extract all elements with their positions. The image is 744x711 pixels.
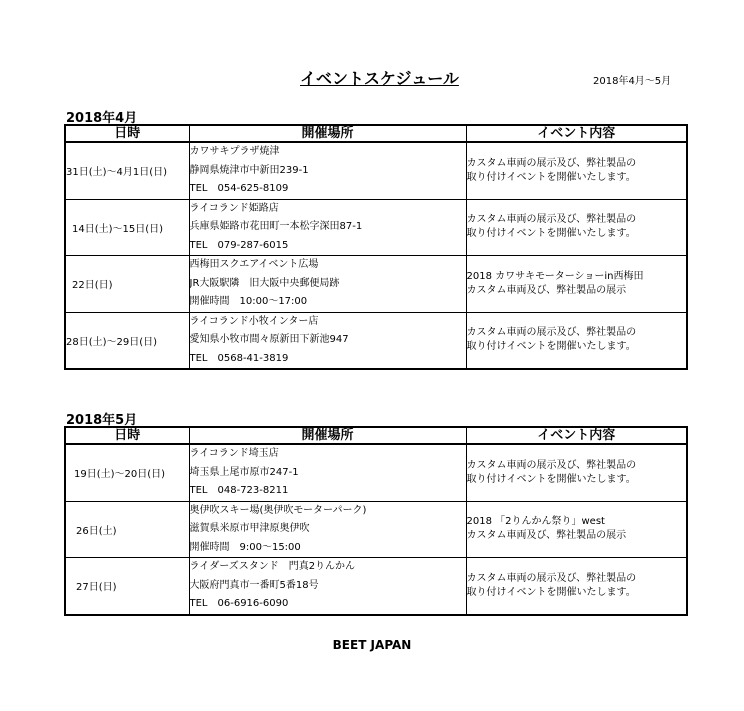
table-header-row bbox=[65, 427, 687, 444]
venue-name: ライコランド埼玉店 bbox=[189, 448, 279, 459]
venue-address: JR大阪駅隣 旧大阪中央郵便局跡 bbox=[189, 277, 340, 289]
table-row bbox=[65, 312, 687, 369]
event-line: 2018 カワサキモーターショーin西梅田 bbox=[466, 270, 644, 282]
venue-name: 西梅田スクエアイベント広場 bbox=[189, 259, 319, 270]
event-date: 14日(土)～15日(日) bbox=[65, 199, 189, 256]
event-description bbox=[466, 312, 687, 369]
event-line: カスタム車両及び、弊社製品の展示 bbox=[466, 530, 627, 542]
venue-address: 愛知県小牧市間々原新田下新池947 bbox=[189, 334, 349, 345]
venue-name: 奥伊吹スキー場(奥伊吹モーターパーク) bbox=[189, 504, 367, 516]
table-row bbox=[65, 199, 687, 256]
event-venue bbox=[189, 312, 466, 369]
may-heading: 2018年5月 bbox=[66, 413, 138, 428]
event-line: 取り付けイベントを開催いたします。 bbox=[466, 171, 636, 183]
event-line: 2018 「2りんかん祭り」west bbox=[466, 516, 605, 528]
event-line: 取り付けイベントを開催いたします。 bbox=[466, 341, 636, 353]
event-date: 19日(土)～20日(日) bbox=[65, 444, 189, 501]
event-venue bbox=[189, 501, 466, 558]
event-date: 31日(土)～4月1日(日) bbox=[65, 142, 189, 199]
event-venue bbox=[189, 444, 466, 501]
venue-address: 静岡県焼津市中新田239-1 bbox=[189, 164, 309, 176]
venue-name: ライコランド小牧インター店 bbox=[189, 315, 319, 327]
table-row bbox=[65, 444, 687, 501]
venue-info: TEL 06-6916-6090 bbox=[189, 598, 289, 609]
header-date: 日時 bbox=[65, 427, 189, 444]
event-description bbox=[466, 558, 687, 615]
header-event: イベント内容 bbox=[466, 427, 687, 444]
venue-info: TEL 0568-41-3819 bbox=[189, 352, 289, 364]
event-line: カスタム車両の展示及び、弊社製品の bbox=[466, 459, 637, 471]
venue-info: 開催時間 9:00～15:00 bbox=[189, 541, 301, 553]
venue-address: 滋賀県米原市甲津原奥伊吹 bbox=[189, 523, 310, 534]
event-line: 取り付けイベントを開催いたします。 bbox=[466, 586, 636, 598]
table-row bbox=[65, 256, 687, 313]
header-venue: 開催場所 bbox=[189, 427, 466, 444]
venue-name: ライコランド姫路店 bbox=[189, 202, 279, 214]
event-venue bbox=[189, 256, 466, 313]
venue-address: 兵庫県姫路市花田町一本松字深田87-1 bbox=[189, 221, 363, 232]
header-event: イベント内容 bbox=[466, 125, 687, 142]
event-description bbox=[466, 501, 687, 558]
event-line: 取り付けイベントを開催いたします。 bbox=[466, 228, 636, 240]
table-row bbox=[65, 142, 687, 199]
table-row bbox=[65, 558, 687, 615]
venue-info: TEL 079-287-6015 bbox=[189, 239, 289, 251]
event-line: カスタム車両の展示及び、弊社製品の bbox=[466, 214, 637, 226]
event-date: 22日(日) bbox=[65, 256, 189, 313]
table-row bbox=[65, 501, 687, 558]
april-table bbox=[64, 124, 688, 370]
venue-address: 埼玉県上尾市原市247-1 bbox=[189, 466, 299, 478]
event-line: カスタム車両の展示及び、弊社製品の bbox=[466, 327, 637, 339]
event-line: 取り付けイベントを開催いたします。 bbox=[466, 473, 636, 485]
venue-address: 大阪府門真市一番町5番18号 bbox=[189, 579, 319, 591]
venue-name: カワサキプラザ焼津 bbox=[189, 146, 280, 157]
event-venue bbox=[189, 199, 466, 256]
page-title: イベントスケジュール bbox=[300, 69, 459, 88]
event-line: カスタム車両の展示及び、弊社製品の bbox=[466, 157, 637, 169]
event-venue bbox=[189, 142, 466, 199]
april-heading: 2018年4月 bbox=[66, 111, 138, 126]
header-venue: 開催場所 bbox=[189, 125, 466, 142]
event-description bbox=[466, 444, 687, 501]
event-description bbox=[466, 199, 687, 256]
event-date: 28日(土)～29日(日) bbox=[65, 312, 189, 369]
venue-info: TEL 054-625-8109 bbox=[189, 183, 289, 194]
event-line: カスタム車両の展示及び、弊社製品の bbox=[466, 572, 637, 584]
table-header-row bbox=[65, 125, 687, 142]
event-date: 26日(土) bbox=[65, 501, 189, 558]
event-description bbox=[466, 142, 687, 199]
event-line: カスタム車両及び、弊社製品の展示 bbox=[466, 284, 627, 296]
venue-info: TEL 048-723-8211 bbox=[189, 485, 289, 496]
schedule-period: 2018年4月～5月 bbox=[593, 76, 672, 87]
venue-name: ライダーズスタンド 門真2りんかん bbox=[189, 561, 356, 572]
event-description bbox=[466, 256, 687, 313]
header-date: 日時 bbox=[65, 125, 189, 142]
event-date: 27日(日) bbox=[65, 558, 189, 615]
venue-info: 開催時間 10:00～17:00 bbox=[189, 296, 308, 307]
may-table bbox=[64, 426, 688, 616]
company-name: BEET JAPAN bbox=[332, 638, 412, 652]
event-venue bbox=[189, 558, 466, 615]
